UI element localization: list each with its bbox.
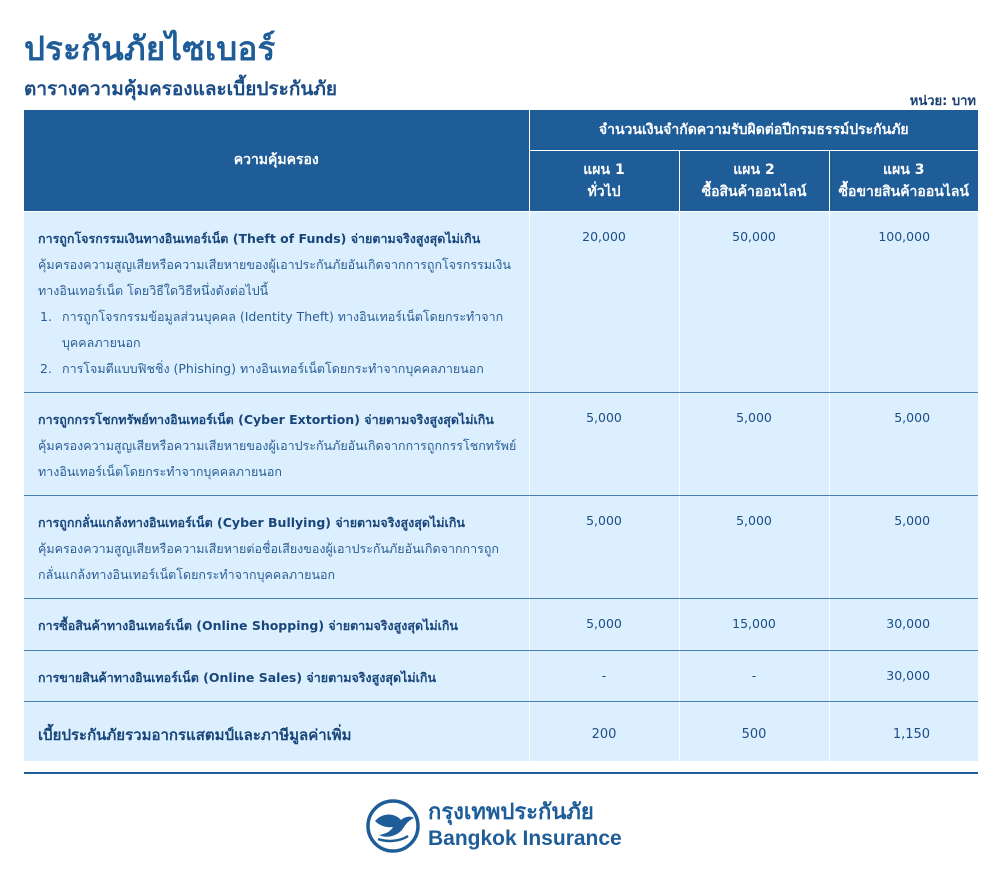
plan-value: 5,000 (679, 495, 829, 598)
plan-name: แผน 3 (883, 161, 925, 178)
plan-value: 50,000 (679, 211, 829, 392)
plan-header (829, 150, 978, 211)
coverage-cell (24, 650, 529, 701)
coverage-table (24, 110, 978, 761)
list-item (38, 356, 519, 382)
plan-value: 15,000 (679, 598, 829, 650)
plan-value: - (679, 650, 829, 701)
table-row (24, 495, 978, 598)
plan-name: แผน 2 (733, 161, 775, 178)
plan-value: 100,000 (829, 211, 978, 392)
premium-value: 1,150 (829, 701, 978, 761)
coverage-title: การซื้อสินค้าทางอินเทอร์เน็ต (Online Shopping) จ่ายตามจริงสูงสุดไม่เกิน (38, 617, 458, 633)
plan-value: 5,000 (529, 495, 679, 598)
plan-value: - (529, 650, 679, 701)
coverage-list (38, 304, 519, 382)
plan-header (529, 150, 679, 211)
plan-value: 30,000 (829, 650, 978, 701)
limit-group-header: จำนวนเงินจำกัดความรับผิดต่อปีกรมธรรม์ประกันภัย (529, 110, 978, 150)
coverage-cell (24, 495, 529, 598)
coverage-cell (24, 392, 529, 495)
premium-value: 200 (529, 701, 679, 761)
coverage-description: คุ้มครองความสูญเสียหรือความเสียหายของผู้เอาประกันภัยอันเกิดจากการถูกกรรโชกทรัพย์ทางอินเทอร์เน็ตโดยกระทำจากบุคคลภายนอก (38, 437, 517, 479)
plan-name: แผน 1 (583, 161, 625, 178)
footer-divider (24, 772, 978, 774)
coverage-description: คุ้มครองความสูญเสียหรือความเสียหายของผู้เอาประกันภัยอันเกิดจากการถูกโจรกรรมเงินทางอินเทอร์เน็ต โดยวิธีใดวิธีหนึ่งดังต่อไปนี้ (38, 256, 511, 298)
plan-value: 5,000 (829, 392, 978, 495)
coverage-title: การถูกโจรกรรมเงินทางอินเทอร์เน็ต (Theft of Funds) จ่ายตามจริงสูงสุดไม่เกิน (38, 230, 481, 246)
logo-thai-name: กรุงเทพประกันภัย (428, 800, 594, 825)
coverage-description: คุ้มครองความสูญเสียหรือความเสียหายต่อชื่อเสียงของผู้เอาประกันภัยอันเกิดจากการถูกกลั่นแกล้งทางอินเทอร์เน็ตโดยกระทำจากบุคคลภายนอก (38, 540, 499, 582)
plan-value: 5,000 (829, 495, 978, 598)
coverage-cell (24, 211, 529, 392)
plan-desc: ทั่วไป (587, 183, 621, 200)
coverage-column-header: ความคุ้มครอง (24, 110, 529, 211)
page-subtitle: ตารางความคุ้มครองและเบี้ยประกันภัย (24, 78, 337, 100)
bird-emblem-icon (366, 799, 420, 853)
table-row (24, 211, 978, 392)
plan-value: 5,000 (679, 392, 829, 495)
table-row (24, 650, 978, 701)
coverage-title: การถูกกลั่นแกล้งทางอินเทอร์เน็ต (Cyber Bullying) จ่ายตามจริงสูงสุดไม่เกิน (38, 514, 465, 530)
plan-header (679, 150, 829, 211)
plan-value: 5,000 (529, 598, 679, 650)
plan-desc: ซื้อขายสินค้าออนไลน์ (838, 183, 969, 200)
plan-value: 5,000 (529, 392, 679, 495)
list-text: การโจมตีแบบฟิชชิ่ง (Phishing) ทางอินเทอร์เน็ตโดยกระทำจากบุคคลภายนอก (62, 360, 484, 376)
coverage-title: การขายสินค้าทางอินเทอร์เน็ต (Online Sales) จ่ายตามจริงสูงสุดไม่เกิน (38, 669, 436, 685)
coverage-title: การถูกกรรโชกทรัพย์ทางอินเทอร์เน็ต (Cyber Extortion) จ่ายตามจริงสูงสุดไม่เกิน (38, 411, 494, 427)
premium-row (24, 701, 978, 761)
plan-desc: ซื้อสินค้าออนไลน์ (701, 183, 807, 200)
coverage-cell (24, 598, 529, 650)
list-number: 2. (40, 360, 52, 376)
bangkok-insurance-logo (366, 799, 622, 853)
table-row (24, 392, 978, 495)
unit-label: หน่วย: บาท (909, 94, 976, 109)
page-title: ประกันภัยไซเบอร์ (24, 29, 276, 68)
logo-text (428, 800, 622, 852)
list-number: 1. (40, 308, 52, 324)
premium-value: 500 (679, 701, 829, 761)
plan-value: 30,000 (829, 598, 978, 650)
list-text: การถูกโจรกรรมข้อมูลส่วนบุคคล (Identity Theft) ทางอินเทอร์เน็ตโดยกระทำจากบุคคลภายนอก (62, 308, 504, 350)
list-item (38, 304, 519, 356)
plan-value: 20,000 (529, 211, 679, 392)
premium-label: เบี้ยประกันภัยรวมอากรแสตมป์และภาษีมูลค่าเพิ่ม (24, 701, 529, 761)
table-row (24, 598, 978, 650)
logo-english-name: Bangkok Insurance (428, 827, 622, 850)
